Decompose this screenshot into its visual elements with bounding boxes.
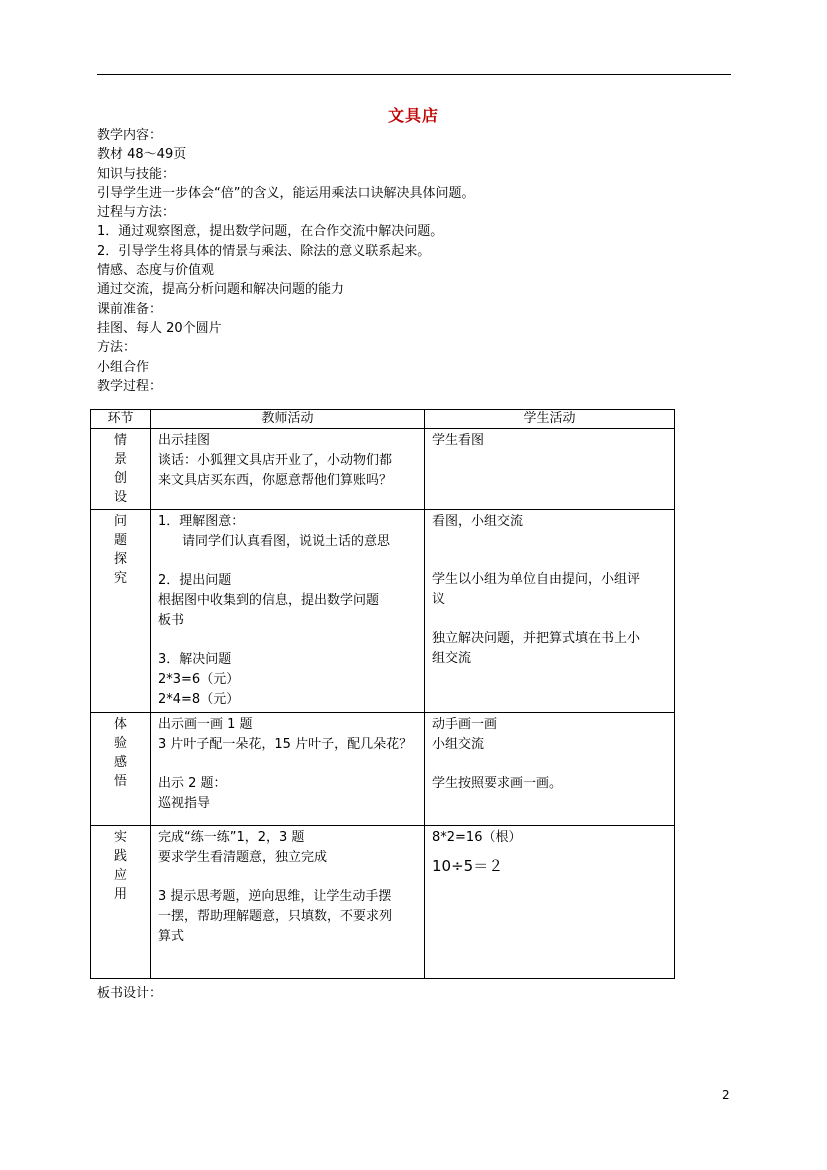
teacher-activity-cell: [151, 713, 425, 826]
teacher-line: 请同学们认真看图，说说土话的意思: [182, 534, 391, 549]
column-header: 学生活动: [425, 410, 675, 429]
spacer: [432, 551, 671, 570]
stage-cell: [91, 826, 151, 979]
intro-line: 教学过程：: [97, 378, 163, 394]
intro-line: 教材 48～49页: [97, 147, 187, 163]
lesson-table: [90, 409, 675, 979]
table-row: [91, 429, 675, 510]
intro-line: 挂图、每人 20个圆片: [97, 320, 222, 336]
stage-char: 探: [113, 552, 127, 567]
student-activity-cell: [425, 826, 675, 979]
table-row: [91, 826, 675, 979]
spacer: [158, 755, 421, 774]
teacher-line: 根据图中收集到的信息，提出数学问题: [158, 593, 380, 608]
teacher-line: 2*4=8（元）: [158, 692, 240, 707]
student-line: 学生看图: [432, 433, 485, 448]
teacher-line: 巡视指导: [158, 796, 211, 811]
stage-char: 感: [113, 755, 127, 770]
page-number: 2: [722, 1088, 730, 1102]
table-header-row: [91, 410, 675, 429]
teacher-line: 板书: [158, 613, 185, 628]
intro-line: 通过交流，提高分析问题和解决问题的能力: [97, 282, 345, 298]
page-title: 文具店: [387, 106, 439, 125]
table-row: [91, 510, 675, 713]
teacher-activity-cell: [151, 429, 425, 510]
intro-line: 课前准备：: [97, 301, 163, 317]
stage-char: 体: [113, 717, 127, 732]
column-header: 环节: [91, 410, 151, 429]
stage-char: 用: [113, 887, 127, 902]
board-design-label: 板书设计：: [97, 986, 163, 1001]
student-line: 看图，小组交流: [432, 514, 524, 529]
stage-char: 验: [113, 736, 127, 751]
teacher-activity-cell: [151, 510, 425, 713]
student-activity-cell: [425, 713, 675, 826]
student-line: 动手画一画: [432, 717, 498, 732]
student-line: 10÷5＝２: [432, 857, 504, 875]
intro-line: 教学内容：: [97, 128, 163, 143]
teacher-line: 2*3=6（元）: [158, 672, 240, 687]
stage-cell: [91, 429, 151, 510]
teacher-activity-cell: [151, 826, 425, 979]
stage-char: 实: [113, 830, 127, 845]
spacer: [432, 848, 671, 856]
teacher-line: 谈话：小狐狸文具店开业了，小动物们都: [158, 453, 393, 468]
student-line: 独立解决问题，并把算式填在书上小: [432, 631, 641, 646]
stage-cell: [91, 713, 151, 826]
teacher-line: 算式: [158, 929, 185, 944]
intro-line: 1．通过观察图意，提出数学问题，在合作交流中解决问题。: [97, 224, 444, 240]
teacher-line: 要求学生看清题意，独立完成: [158, 850, 328, 865]
teacher-line: 3 提示思考题，逆向思维，让学生动手摆: [158, 889, 392, 904]
teacher-line: 完成“练一练”1，2，3 题: [158, 830, 305, 845]
intro-line: 方法：: [97, 340, 137, 356]
stage-char: 悟: [113, 774, 127, 789]
stage-cell: [91, 510, 151, 713]
intro-section: [97, 126, 737, 396]
stage-char: 情: [113, 433, 127, 448]
teacher-line: 一摆，帮助理解题意，只填数，不要求列: [158, 909, 393, 924]
teacher-line: 3 片叶子配一朵花，15 片叶子，配几朵花？: [158, 737, 413, 752]
column-header: 教师活动: [151, 410, 425, 429]
intro-line: 小组合作: [97, 359, 150, 375]
stage-char: 践: [113, 849, 127, 864]
student-activity-cell: [425, 510, 675, 713]
intro-line: 引导学生进一步体会“倍”的含义，能运用乘法口诀解决具体问题。: [97, 185, 475, 201]
table-row: [91, 713, 675, 826]
student-line: 学生以小组为单位自由提问，小组评: [432, 572, 641, 587]
student-line: 学生按照要求画一画。: [432, 776, 563, 791]
teacher-line: 出示 2 题：: [158, 776, 227, 791]
intro-line: 知识与技能：: [97, 166, 176, 182]
stage-char: 设: [113, 490, 127, 505]
stage-char: 景: [113, 452, 127, 467]
student-activity-cell: [425, 429, 675, 510]
stage-char: 问: [113, 514, 127, 529]
spacer: [158, 552, 421, 571]
spacer: [432, 755, 671, 774]
student-line: 小组交流: [432, 737, 485, 752]
stage-char: 究: [113, 571, 127, 586]
header-rule: [97, 74, 731, 75]
teacher-line: 出示画一画 1 题: [158, 717, 253, 732]
intro-line: 2．引导学生将具体的情景与乘法、除法的意义联系起来。: [97, 243, 431, 259]
intro-line: 过程与方法：: [97, 205, 176, 221]
stage-char: 创: [113, 471, 127, 486]
spacer: [432, 532, 671, 551]
teacher-line: 2．提出问题: [158, 573, 232, 588]
teacher-line: 出示挂图: [158, 433, 211, 448]
spacer: [432, 610, 671, 629]
stage-char: 应: [113, 868, 127, 883]
teacher-line: 来文具店买东西，你愿意帮他们算账吗？: [158, 473, 393, 488]
teacher-line: 1．理解图意：: [158, 514, 245, 529]
teacher-line: 3．解决问题: [158, 652, 232, 667]
student-line: 8*2=16（根）: [432, 830, 522, 845]
spacer: [158, 868, 421, 887]
intro-line: 情感、态度与价值观: [97, 263, 215, 279]
student-line: 组交流: [432, 651, 472, 666]
stage-char: 题: [113, 533, 127, 548]
spacer: [158, 631, 421, 650]
student-line: 议: [432, 592, 446, 607]
